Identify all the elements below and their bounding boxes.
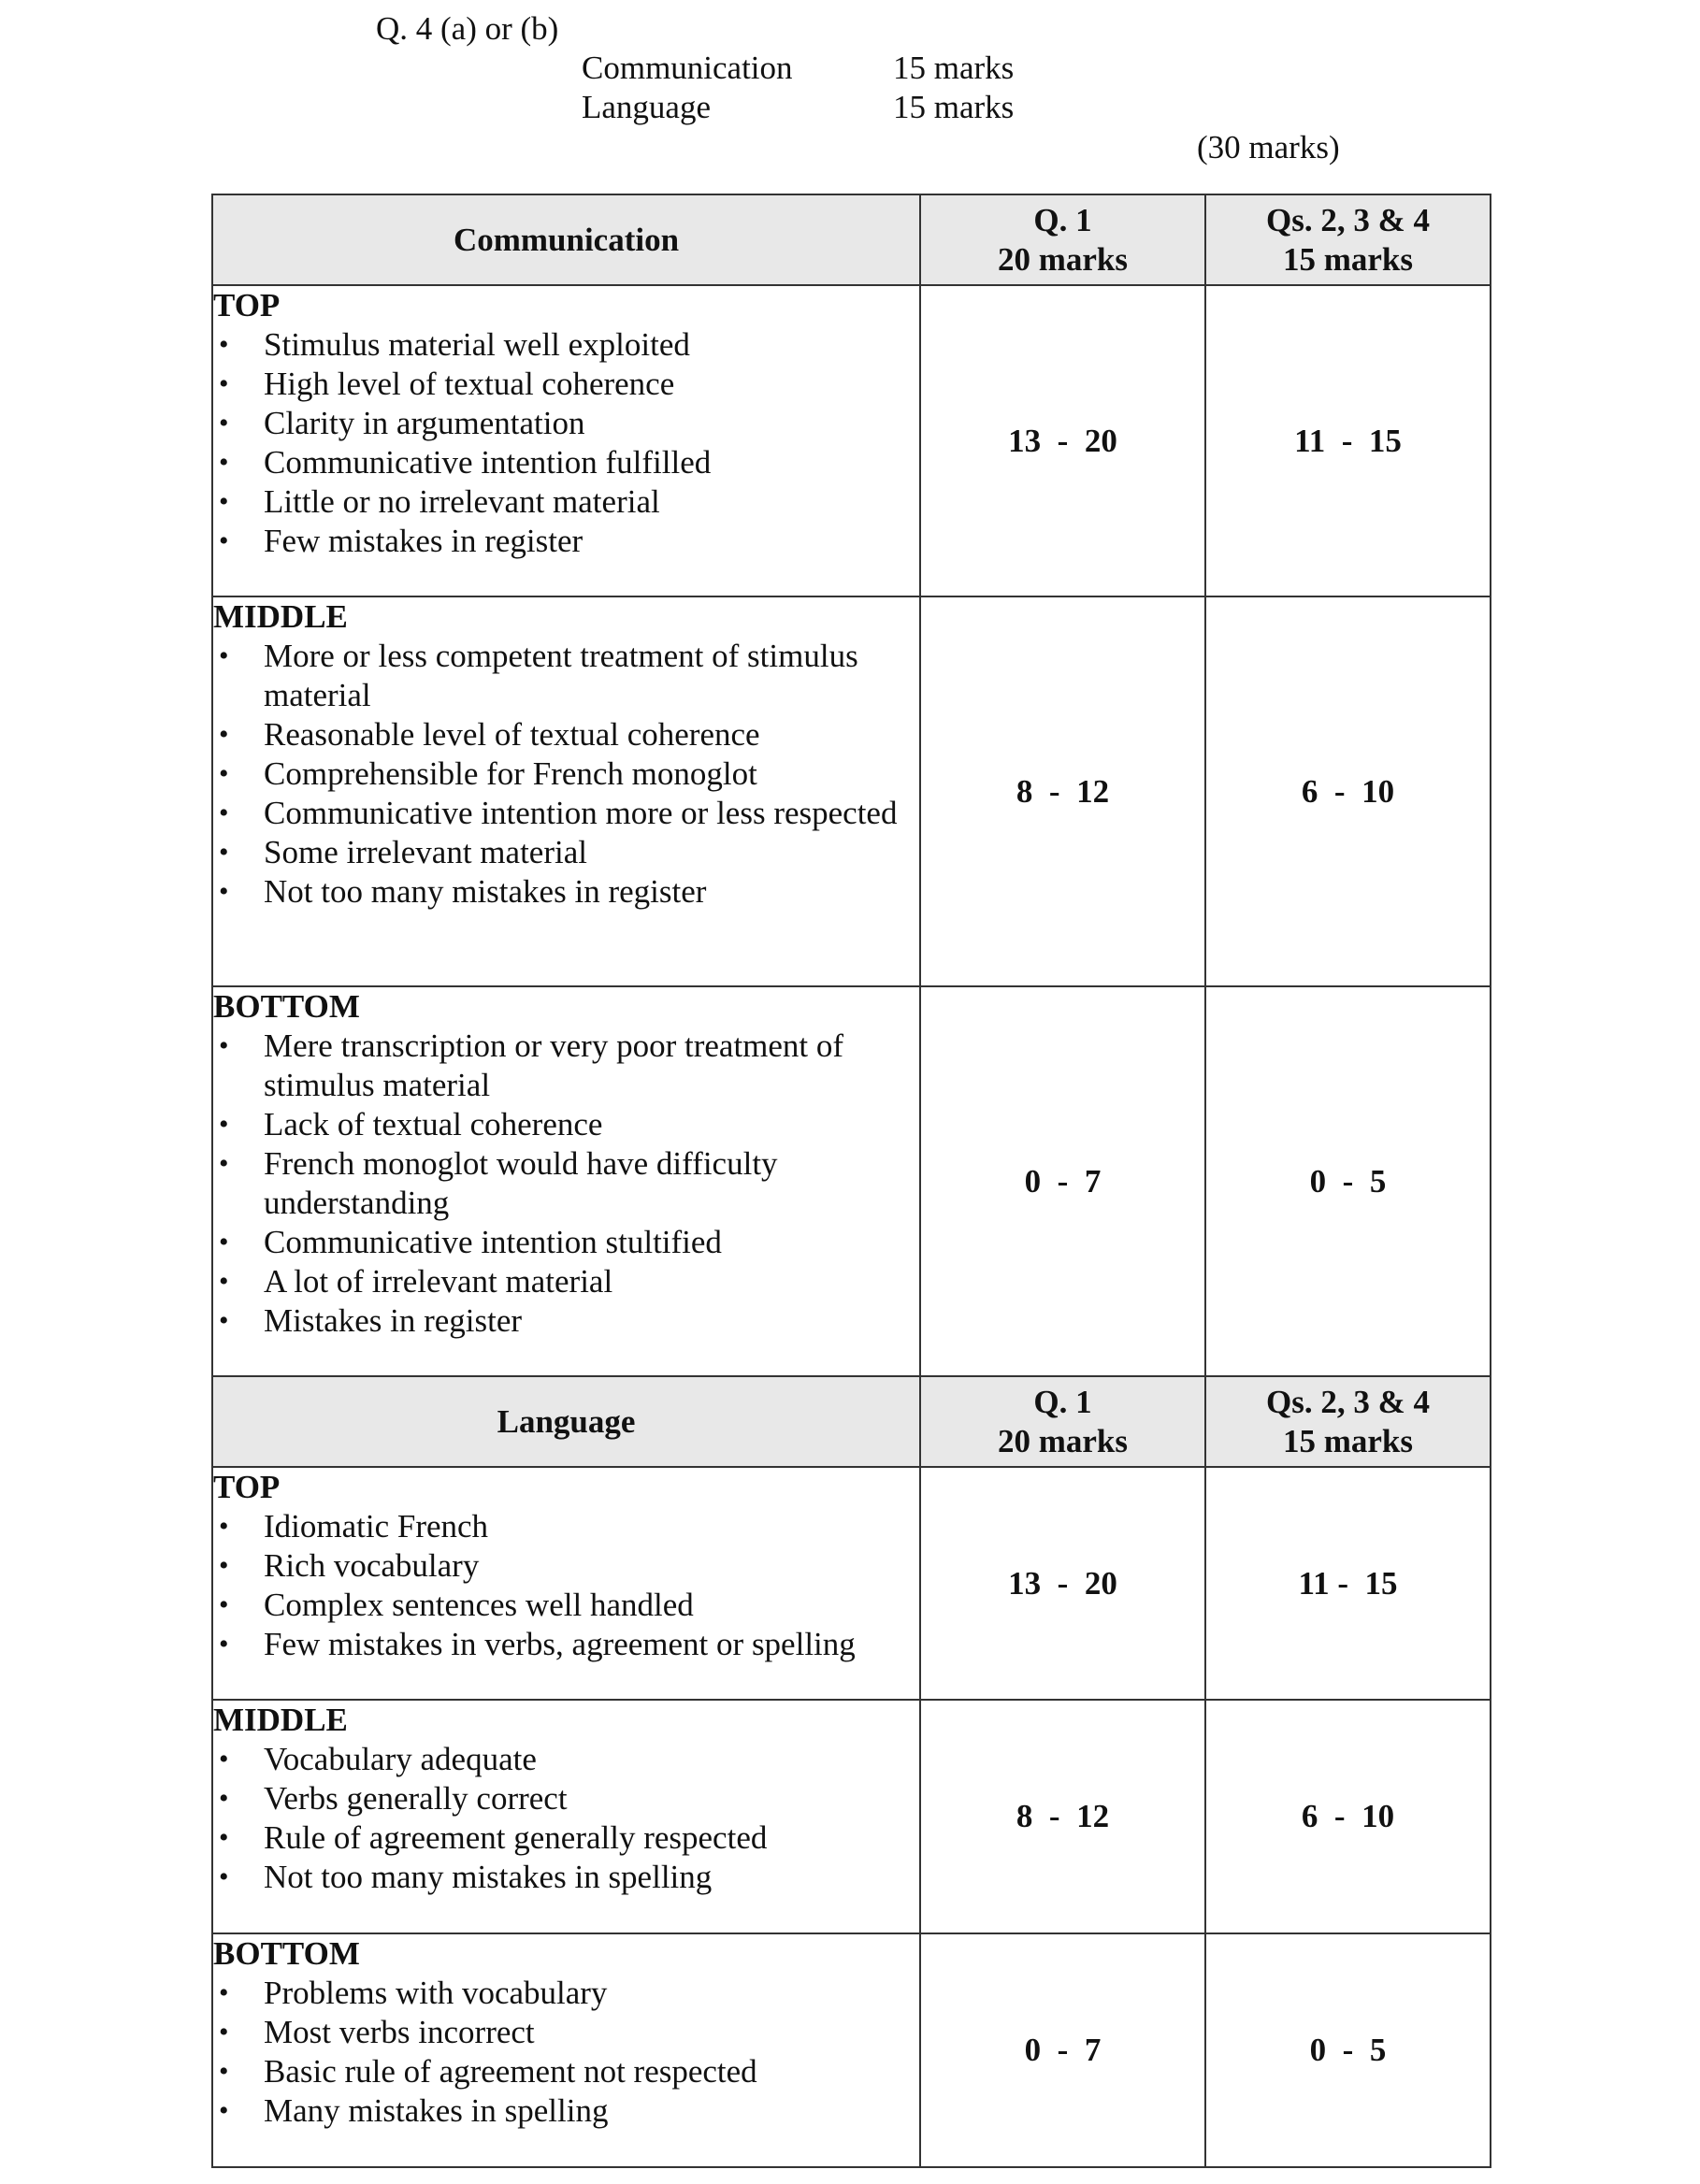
criteria-item: • A lot of irrelevant material <box>213 1262 919 1301</box>
criteria-item: • Communicative intention fulfilled <box>213 443 919 482</box>
communication-title: Communication <box>212 194 920 285</box>
criteria-item: • Little or no irrelevant material <box>213 482 919 522</box>
language-allocation-marks: 15 marks <box>893 89 1015 125</box>
criteria-item: • Not too many mistakes in spelling <box>213 1858 919 1897</box>
criteria-item: • Vocabulary adequate <box>213 1740 919 1779</box>
question-label: Q. 4 (a) or (b) <box>376 10 559 47</box>
communication-row-middle <box>212 596 1491 986</box>
criteria-item: • Most verbs incorrect <box>213 2013 919 2052</box>
q234-range: 6 - 10 <box>1205 596 1491 986</box>
criteria-item: • Communicative intention more or less respected <box>213 794 919 833</box>
criteria-cell <box>212 1467 920 1700</box>
criteria-item: • Many mistakes in spelling <box>213 2091 919 2131</box>
criteria-list <box>213 637 919 912</box>
criteria-item: • Complex sentences well handled <box>213 1586 919 1625</box>
level-label: BOTTOM <box>213 988 360 1025</box>
q1-header-label: Q. 1 <box>1033 1383 1092 1420</box>
criteria-list <box>213 1974 919 2131</box>
language-row-top <box>212 1467 1491 1700</box>
communication-allocation-marks: 15 marks <box>893 50 1015 86</box>
criteria-item: • Communicative intention stultified <box>213 1223 919 1262</box>
q1-range: 8 - 12 <box>920 1700 1205 1933</box>
communication-header-row <box>212 194 1491 285</box>
communication-row-bottom <box>212 986 1491 1376</box>
q1-range: 13 - 20 <box>920 285 1205 596</box>
level-label: BOTTOM <box>213 1935 360 1972</box>
criteria-item: • Few mistakes in register <box>213 522 919 561</box>
communication-row-top <box>212 285 1491 596</box>
q234-header-label: Qs. 2, 3 & 4 <box>1266 201 1430 238</box>
criteria-item: • Rule of agreement generally respected <box>213 1818 919 1858</box>
communication-q234-header <box>1205 194 1491 285</box>
criteria-item: • Reasonable level of textual coherence <box>213 715 919 754</box>
language-title: Language <box>212 1376 920 1467</box>
language-row-bottom <box>212 1933 1491 2167</box>
criteria-cell <box>212 986 920 1376</box>
criteria-item: • Lack of textual coherence <box>213 1105 919 1144</box>
criteria-item: • Idiomatic French <box>213 1507 919 1546</box>
criteria-cell <box>212 1700 920 1933</box>
criteria-item: • Some irrelevant material <box>213 833 919 872</box>
criteria-list <box>213 1507 919 1664</box>
language-allocation-label: Language <box>582 89 711 125</box>
language-header-row <box>212 1376 1491 1467</box>
language-row-middle <box>212 1700 1491 1933</box>
language-q1-header <box>920 1376 1205 1467</box>
criteria-cell <box>212 596 920 986</box>
level-label: MIDDLE <box>213 1702 348 1738</box>
criteria-item: • Problems with vocabulary <box>213 1974 919 2013</box>
criteria-item: • Clarity in argumentation <box>213 404 919 443</box>
q1-range: 0 - 7 <box>920 1933 1205 2167</box>
criteria-item: • Mere transcription or very poor treatment of stimulus material <box>213 1027 919 1105</box>
criteria-item: • Rich vocabulary <box>213 1546 919 1586</box>
criteria-list <box>213 1740 919 1897</box>
criteria-item: • Not too many mistakes in register <box>213 872 919 912</box>
q1-header-marks: 20 marks <box>997 1422 1129 1459</box>
q1-range: 0 - 7 <box>920 986 1205 1376</box>
criteria-cell <box>212 1933 920 2167</box>
criteria-item: • French monoglot would have difficulty understanding <box>213 1144 919 1223</box>
q234-range: 11 - 15 <box>1205 1467 1491 1700</box>
q1-range: 13 - 20 <box>920 1467 1205 1700</box>
criteria-item: • More or less competent treatment of stimulus material <box>213 637 919 715</box>
criteria-item: • Mistakes in register <box>213 1301 919 1341</box>
criteria-item: • Basic rule of agreement not respected <box>213 2052 919 2091</box>
criteria-item: • Stimulus material well exploited <box>213 325 919 365</box>
criteria-list <box>213 325 919 561</box>
level-label: TOP <box>213 287 281 323</box>
q234-range: 0 - 5 <box>1205 1933 1491 2167</box>
communication-q1-header <box>920 194 1205 285</box>
marking-scheme-table <box>211 194 1491 2168</box>
criteria-item: • Comprehensible for French monoglot <box>213 754 919 794</box>
q234-range: 6 - 10 <box>1205 1700 1491 1933</box>
language-q234-header <box>1205 1376 1491 1467</box>
communication-allocation-label: Communication <box>582 50 793 86</box>
criteria-item: • Verbs generally correct <box>213 1779 919 1818</box>
criteria-cell <box>212 285 920 596</box>
q234-range: 11 - 15 <box>1205 285 1491 596</box>
q1-range: 8 - 12 <box>920 596 1205 986</box>
q1-header-label: Q. 1 <box>1033 201 1092 238</box>
level-label: MIDDLE <box>213 598 348 635</box>
criteria-list <box>213 1027 919 1341</box>
q234-header-marks: 15 marks <box>1282 1422 1414 1459</box>
q234-header-label: Qs. 2, 3 & 4 <box>1266 1383 1430 1420</box>
level-label: TOP <box>213 1469 281 1505</box>
criteria-item: • High level of textual coherence <box>213 365 919 404</box>
q234-header-marks: 15 marks <box>1282 240 1414 278</box>
total-marks: (30 marks) <box>1197 129 1340 165</box>
q234-range: 0 - 5 <box>1205 986 1491 1376</box>
criteria-item: • Few mistakes in verbs, agreement or spelling <box>213 1625 919 1664</box>
q1-header-marks: 20 marks <box>997 240 1129 278</box>
